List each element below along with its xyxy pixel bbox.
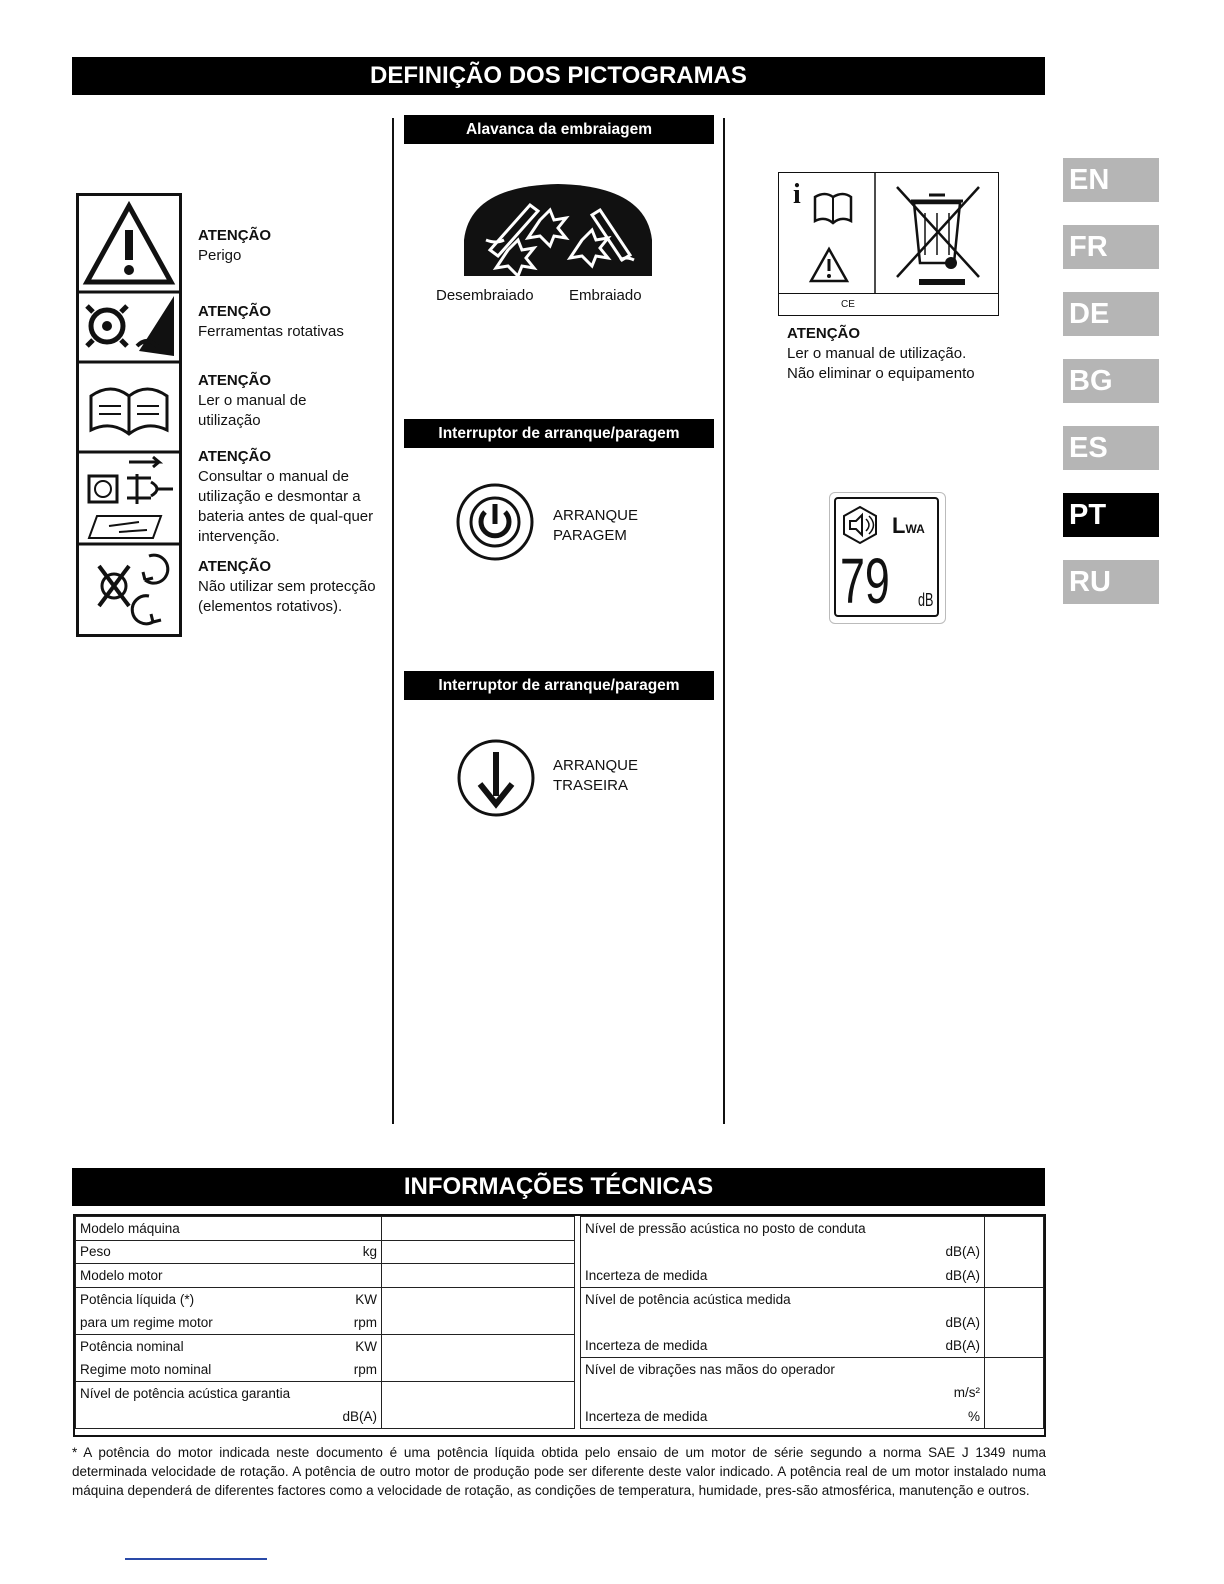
footnote: * A potência do motor indicada neste documento é uma potência líquida obtida pelo ensaio de um motor de série segundo a norma SAE J 1349 numa determinada velocidade de rotação. A potência de outro motor de produção pode ser diferente deste valor indicado. A potência real de um motor instalado numa máquina dependerá de diferentes factores como a velocidade de rotação, as condições de temperatura, humidade, pres-são atmosférica, manutenção e outros. — [72, 1445, 1046, 1498]
disposal-icons — [779, 173, 997, 293]
switch2-title: Interruptor de arranque/paragem — [404, 671, 714, 700]
switch1-line1: ARRANQUE — [553, 507, 639, 524]
table-row — [581, 1358, 1044, 1382]
warning-5 — [198, 557, 378, 617]
table-value-cell — [382, 1217, 575, 1241]
table-value-cell — [985, 1358, 1044, 1429]
warning-text: Não utilizar sem protecção (elementos rotativos). — [198, 578, 376, 615]
tech-table-right — [580, 1216, 1044, 1435]
table-value-cell — [382, 1334, 575, 1381]
table-cell: m/s² — [581, 1381, 985, 1405]
switch1-line2: PARAGEM — [553, 527, 627, 544]
table-cell: Incerteza de medida dB(A) — [581, 1264, 985, 1288]
warning-heading: ATENÇÃO — [198, 372, 272, 389]
noise-value: 79 — [840, 545, 890, 617]
pictograms-title: DEFINIÇÃO DOS PICTOGRAMAS — [72, 57, 1045, 95]
table-row — [581, 1381, 1044, 1405]
noise-label — [829, 492, 946, 624]
tech-table-left — [75, 1216, 575, 1435]
column-divider-right — [723, 118, 725, 1124]
column-divider-left — [392, 118, 394, 1124]
warning-text: Ler o manual de utilização — [198, 392, 307, 429]
disposal-label — [778, 172, 999, 316]
table-row — [76, 1217, 575, 1241]
table-row — [581, 1405, 1044, 1429]
table-cell: Peso kg — [76, 1240, 382, 1264]
table-row — [76, 1287, 575, 1311]
warning-3 — [198, 371, 348, 431]
disposal-warning-line1: Ler o manual de utilização. — [787, 345, 967, 362]
table-value-cell — [985, 1217, 1044, 1288]
disposal-warning — [787, 324, 1017, 384]
table-cell: Modelo motor — [76, 1264, 382, 1288]
lang-tab-de[interactable]: DE — [1063, 292, 1159, 336]
switch1-text — [553, 506, 638, 546]
warning-2 — [198, 302, 388, 342]
disposal-warning-heading: ATENÇÃO — [787, 325, 861, 342]
lang-tab-pt[interactable]: PT — [1063, 493, 1159, 537]
switch1-title: Interruptor de arranque/paragem — [404, 419, 714, 448]
speaker-icon — [840, 505, 880, 545]
clutch-title: Alavanca da embraiagem — [404, 115, 714, 144]
table-cell: Regime moto nominal rpm — [76, 1358, 382, 1382]
pictogram-icons — [79, 196, 179, 634]
tech-title: INFORMAÇÕES TÉCNICAS — [72, 1168, 1045, 1206]
lang-tab-fr[interactable]: FR — [1063, 225, 1159, 269]
warning-heading: ATENÇÃO — [198, 303, 272, 320]
manual-book-icon — [815, 194, 851, 223]
clutch-lever-icon — [460, 180, 656, 278]
manual-book-icon — [91, 389, 167, 434]
clutch-disengaged-label: Desembraiado — [436, 287, 534, 304]
table-cell: Incerteza de medida dB(A) — [581, 1334, 985, 1358]
link-underline — [125, 1558, 267, 1560]
table-cell: dB(A) — [581, 1311, 985, 1335]
warning-heading: ATENÇÃO — [198, 558, 272, 575]
info-icon — [793, 179, 801, 210]
danger-triangle-icon — [87, 206, 171, 282]
noise-unit: dB — [918, 590, 934, 610]
table-row — [76, 1381, 575, 1405]
lwa-subscript: WA — [905, 522, 925, 536]
arrow-down-icon — [456, 738, 536, 818]
table-cell: dB(A) — [76, 1405, 382, 1429]
table-row — [581, 1334, 1044, 1358]
table-row — [76, 1240, 575, 1264]
svg-text:i: i — [793, 179, 801, 210]
table-row — [581, 1264, 1044, 1288]
table-row — [76, 1264, 575, 1288]
table-value-cell — [382, 1240, 575, 1264]
table-row — [581, 1287, 1044, 1311]
table-row — [581, 1311, 1044, 1335]
warning-4 — [198, 447, 388, 547]
pictogram-strip — [76, 193, 182, 637]
rotating-blade-icon — [87, 296, 174, 356]
table-cell: dB(A) — [581, 1240, 985, 1264]
table-cell: Modelo máquina — [76, 1217, 382, 1241]
warning-triangle-icon — [811, 249, 847, 281]
lang-tab-es[interactable]: ES — [1063, 426, 1159, 470]
crossed-bin-icon — [897, 187, 979, 285]
switch2-line1: ARRANQUE — [553, 757, 639, 774]
noise-label-frame — [834, 497, 939, 617]
table-cell: Nível de potência acústica garantia — [76, 1381, 382, 1405]
table-value-cell — [382, 1287, 575, 1334]
ce-mark: CE — [779, 293, 998, 316]
tech-table — [73, 1214, 1046, 1437]
lang-tab-en[interactable]: EN — [1063, 158, 1159, 202]
lang-tab-bg[interactable]: BG — [1063, 359, 1159, 403]
table-cell: Nível de pressão acústica no posto de conduta — [581, 1217, 985, 1241]
table-cell: para um regime motor rpm — [76, 1311, 382, 1335]
warning-text: Ferramentas rotativas — [198, 323, 344, 340]
table-row — [581, 1217, 1044, 1241]
warning-text: Consultar o manual de utilização e desmontar a bateria antes de qual-quer intervenção. — [198, 468, 374, 545]
lwa-label — [892, 515, 925, 540]
lwa-letter: L — [892, 513, 906, 538]
table-value-cell — [985, 1287, 1044, 1358]
table-cell: Potência nominal KW — [76, 1334, 382, 1358]
switch2-text — [553, 756, 638, 796]
no-guard-rotating-icon — [99, 555, 168, 624]
table-cell: Incerteza de medida % — [581, 1405, 985, 1429]
switch2-line2: TRASEIRA — [553, 777, 629, 794]
warning-text: Perigo — [198, 247, 242, 264]
table-value-cell — [382, 1381, 575, 1428]
table-cell: Potência líquida (*) KW — [76, 1287, 382, 1311]
table-row — [581, 1240, 1044, 1264]
table-cell: Nível de potência acústica medida — [581, 1287, 985, 1311]
table-value-cell — [382, 1264, 575, 1288]
clutch-engaged-label: Embraiado — [569, 287, 642, 304]
disconnect-battery-icon — [89, 457, 173, 538]
disposal-warning-line2: Não eliminar o equipamento — [787, 365, 975, 382]
table-row — [76, 1334, 575, 1358]
table-cell: Nível de vibrações nas mãos do operador — [581, 1358, 985, 1382]
warning-heading: ATENÇÃO — [198, 227, 272, 244]
power-button-icon — [455, 482, 535, 562]
warning-heading: ATENÇÃO — [198, 448, 272, 465]
warning-1 — [198, 226, 388, 266]
lang-tab-ru[interactable]: RU — [1063, 560, 1159, 604]
